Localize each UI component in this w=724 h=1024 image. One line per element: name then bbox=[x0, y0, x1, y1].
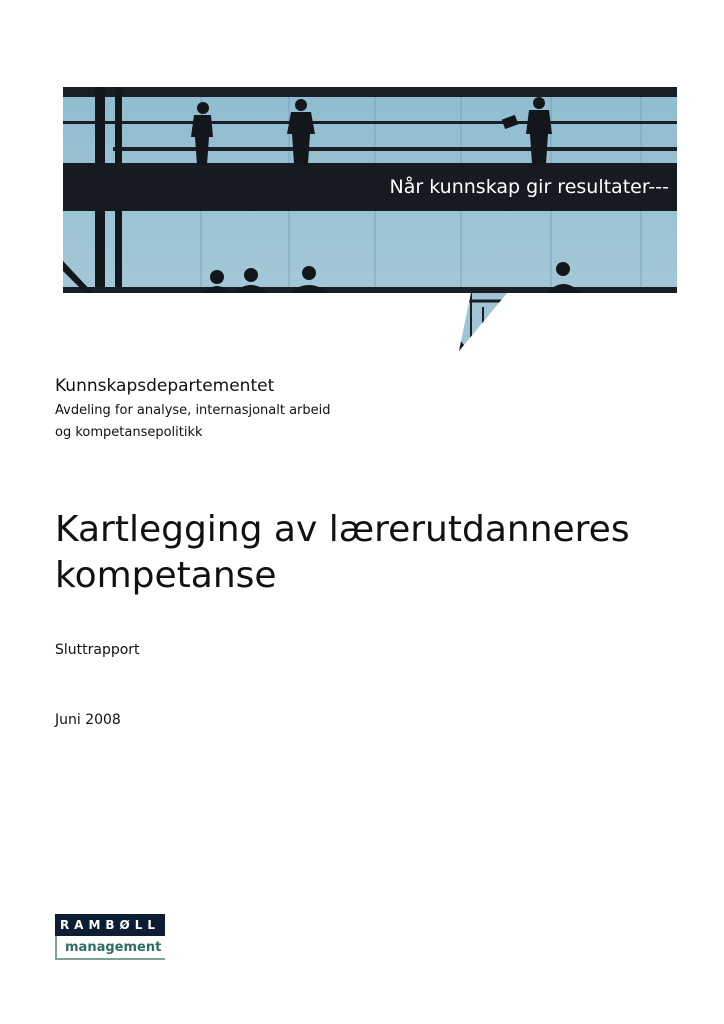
logo-brand: RAMBØLL bbox=[55, 914, 165, 936]
report-date: Juni 2008 bbox=[55, 712, 121, 728]
cover-photo bbox=[63, 87, 677, 351]
ramboll-logo bbox=[55, 914, 165, 962]
cover-tagline: Når kunnskap gir resultater--- bbox=[389, 176, 669, 198]
logo-tagline: management bbox=[55, 936, 165, 960]
division-line-1: Avdeling for analyse, internasjonalt arbeid bbox=[55, 403, 331, 418]
report-type: Sluttrapport bbox=[55, 642, 140, 658]
report-title: Kartlegging av lærerutdanneres kompetanse bbox=[55, 509, 630, 596]
department-name: Kunnskapsdepartementet bbox=[55, 376, 275, 396]
division-line-2: og kompetansepolitikk bbox=[55, 425, 203, 440]
cover-photo-graphic bbox=[63, 87, 677, 351]
